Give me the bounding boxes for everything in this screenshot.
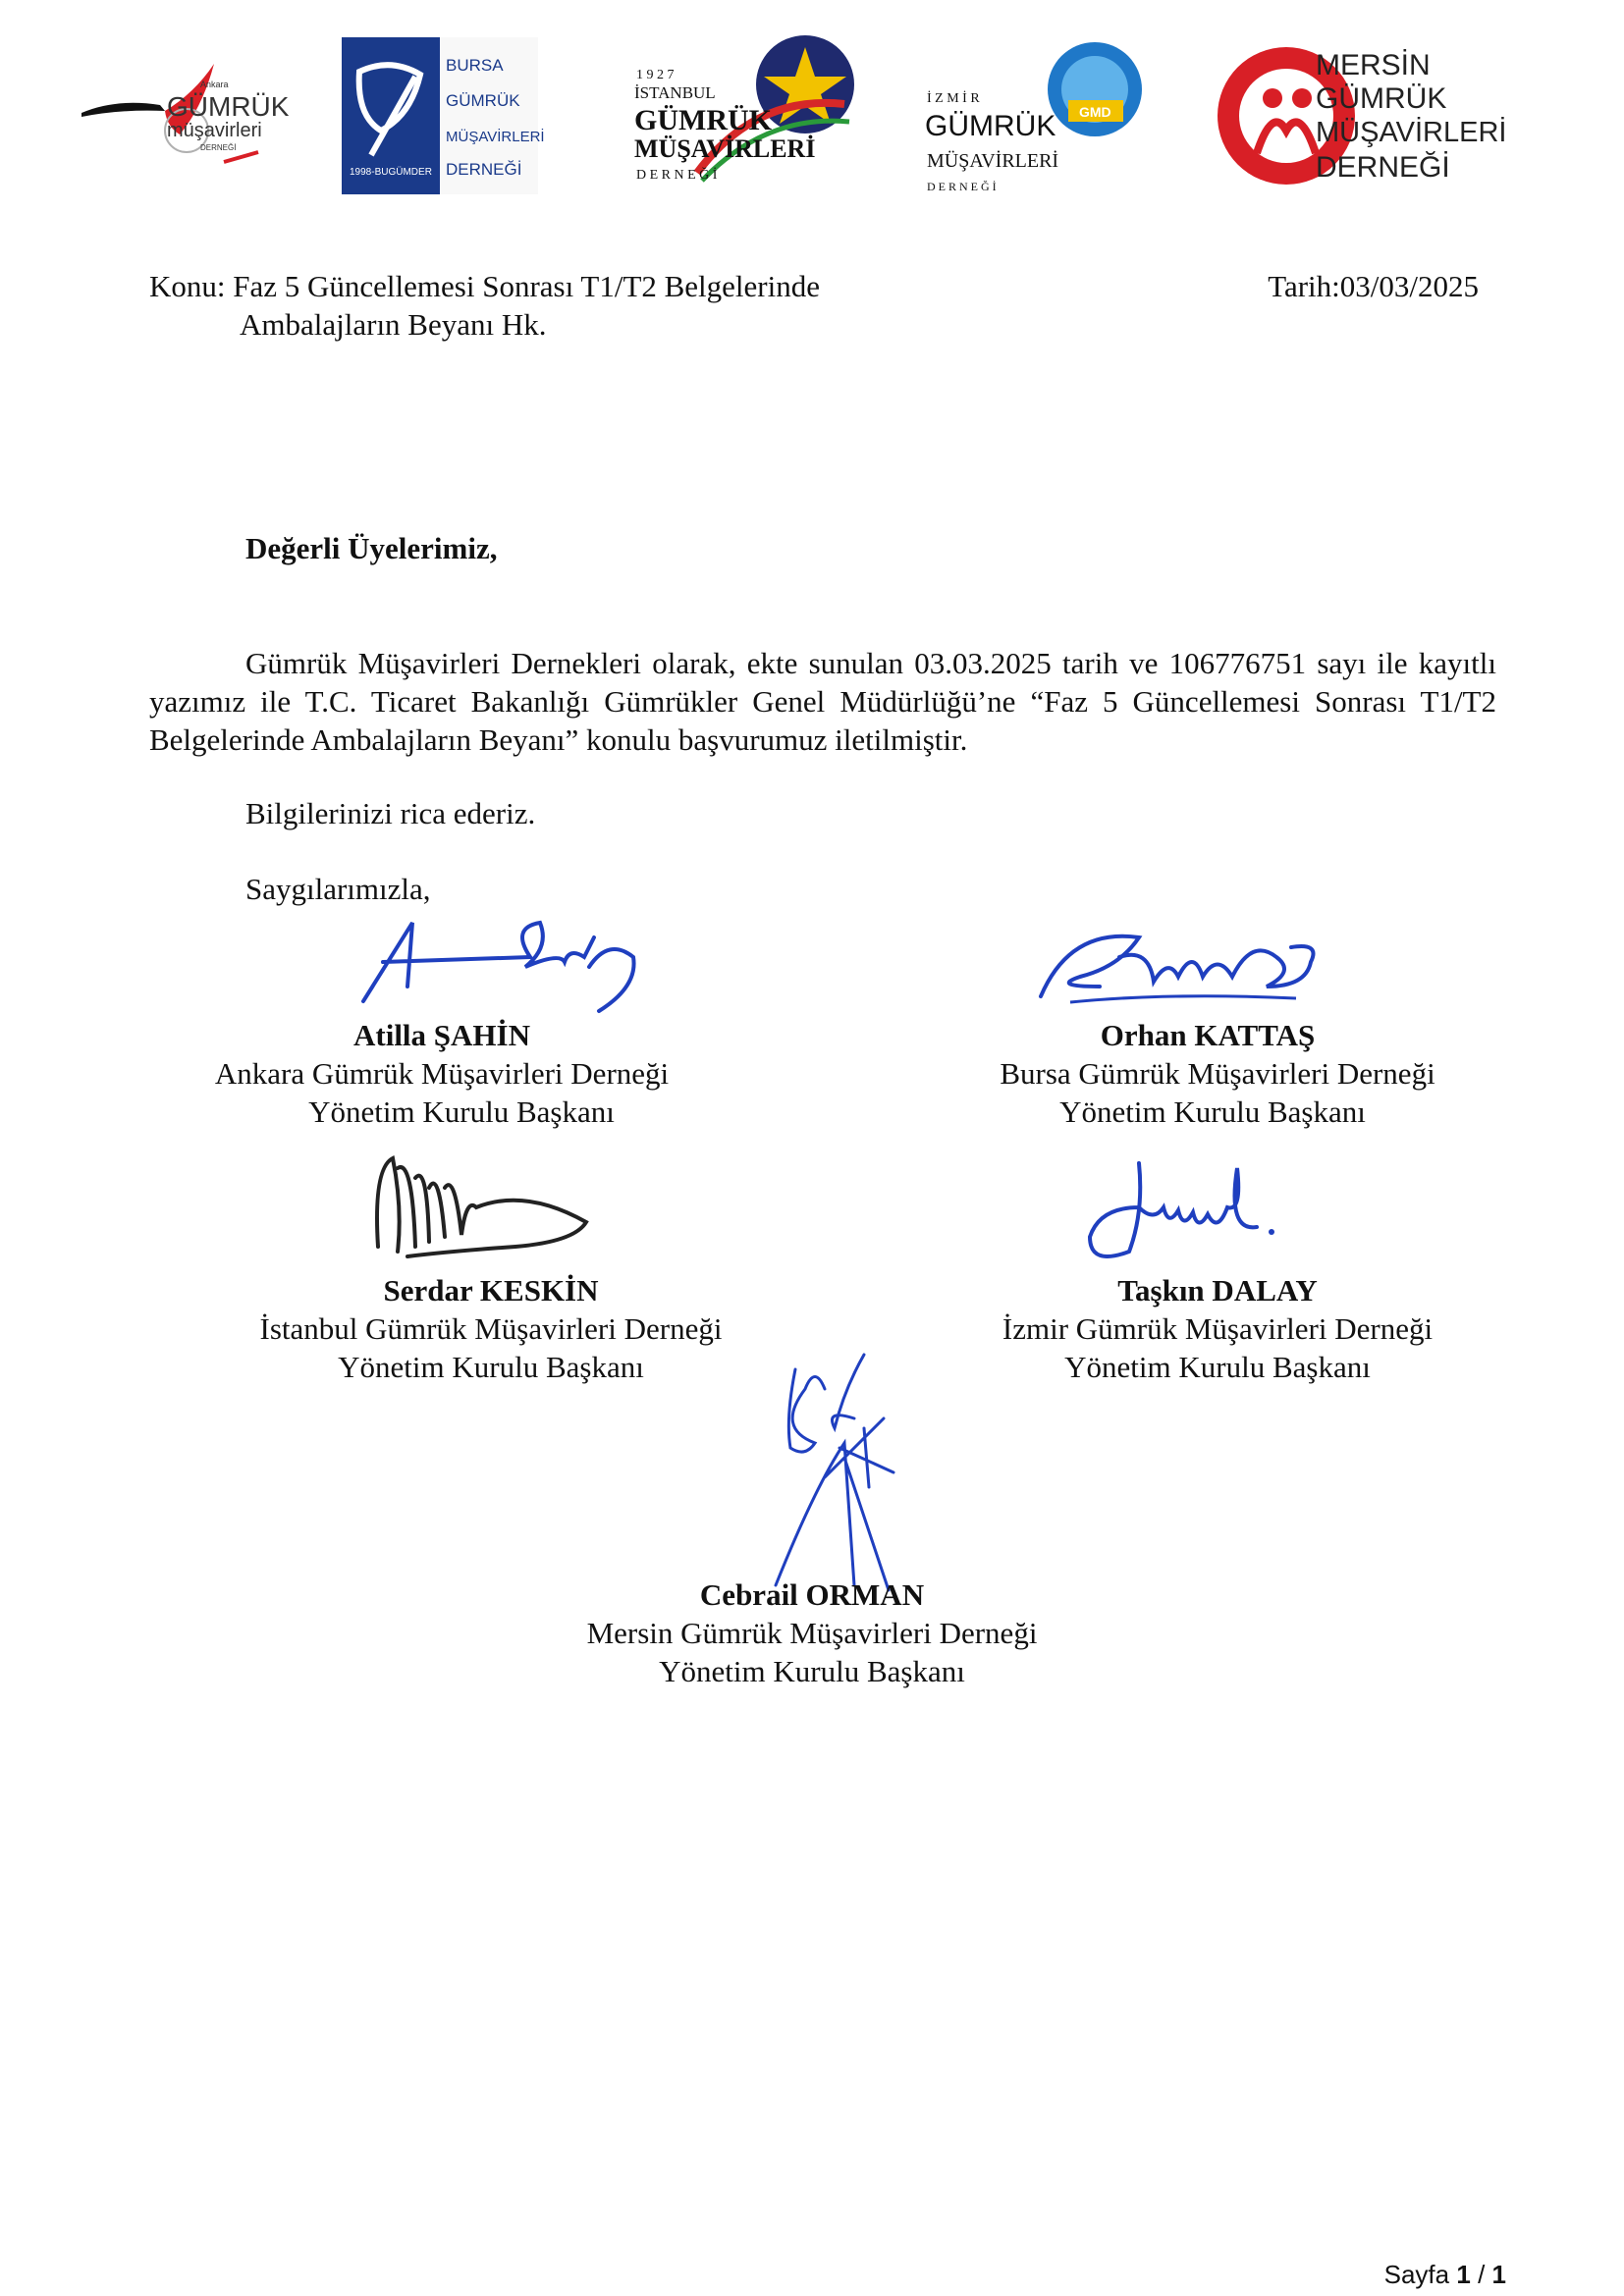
signatory-name: Serdar KESKİN (383, 1273, 599, 1308)
subject (149, 267, 935, 344)
document-date: Tarih:03/03/2025 (1268, 269, 1479, 303)
ankara-logo-text-2: GÜMRÜK (167, 91, 290, 122)
mersin-logo-text-3: MÜŞAVİRLERİ (1316, 117, 1507, 148)
signatory-title: Yönetim Kurulu Başkanı (338, 1350, 644, 1384)
mersin-logo-text-4: DERNEĞİ (1316, 151, 1450, 184)
signatory-name: Taşkın DALAY (1117, 1273, 1318, 1308)
signatory-block-4 (962, 1271, 1473, 1386)
body-paragraph-text: Gümrük Müşavirleri Dernekleri olarak, ekte sunulan 03.03.2025 tarih ve 106776751 sayı ile kayıtlı yazımız ile T.C. Ticaret Bakanlığı Gümrükler Genel Müdürlüğü’ne “Faz 5 Güncellemesi Sonrası T1/T2 Belgelerinde Ambalajların Beyanı” konulu başvurumuz iletilmiştir. (149, 646, 1496, 757)
signature-serdar-keskin (368, 1148, 604, 1266)
mersin-logo-text-1: MERSİN (1316, 49, 1431, 81)
signatory-title: Yönetim Kurulu Başkanı (1064, 1350, 1371, 1384)
signatory-block-5 (557, 1575, 1067, 1690)
signatory-block-1 (187, 1016, 697, 1131)
page-number (1384, 2260, 1506, 2290)
closing: Saygılarımızla, (245, 872, 431, 906)
subject-line-1: Konu: Faz 5 Güncellemesi Sonrası T1/T2 Belgelerinde (149, 269, 820, 303)
bursa-logo-text-3: MÜŞAVİRLERİ (446, 129, 545, 145)
signature-atilla-sahin (353, 908, 648, 1016)
istanbul-logo-text-4: MÜŞAVİRLERİ (634, 134, 816, 163)
signatory-title: Yönetim Kurulu Başkanı (308, 1095, 615, 1129)
page-total: 1 (1491, 2260, 1506, 2289)
signatory-org: Bursa Gümrük Müşavirleri Derneği (1000, 1056, 1435, 1091)
ankara-logo-text-4: DERNEĞİ (200, 143, 237, 152)
signatory-org: İzmir Gümrük Müşavirleri Derneği (1001, 1311, 1434, 1346)
signatory-block-3 (226, 1271, 756, 1386)
signature-cebrail-orman (746, 1350, 943, 1605)
istanbul-logo (628, 35, 864, 192)
bursa-logo-text-1: BURSA (446, 56, 504, 75)
signatory-name: Atilla ŞAHİN (353, 1018, 530, 1052)
mersin-logo (1218, 37, 1507, 194)
signatory-org: Ankara Gümrük Müşavirleri Derneği (214, 1056, 670, 1091)
signature-orhan-kattas (1031, 918, 1326, 1016)
page-separator: / (1478, 2260, 1486, 2289)
bursa-logo (342, 37, 545, 194)
signatory-org: İstanbul Gümrük Müşavirleri Derneği (259, 1311, 723, 1346)
izmir-logo-badge: GMD (1079, 104, 1111, 120)
signatory-name: Cebrail ORMAN (699, 1577, 925, 1612)
signatory-name: Orhan KATTAŞ (1100, 1018, 1316, 1052)
signatory-org: Mersin Gümrük Müşavirleri Derneği (586, 1616, 1038, 1650)
page-label: Sayfa (1383, 2260, 1450, 2289)
izmir-logo-text-3: MÜŞAVİRLERİ (927, 150, 1059, 172)
signature-taskin-dalay (1070, 1153, 1296, 1271)
izmir-logo (923, 35, 1149, 197)
ankara-logo-text-3: müşavirleri (167, 120, 262, 141)
istanbul-logo-text-5: D E R N E Ğ İ (636, 168, 718, 183)
greeting: Değerli Üyelerimiz, (245, 531, 498, 565)
bursa-logo-text-4: DERNEĞİ (446, 160, 522, 179)
izmir-logo-text-4: D E R N E Ğ İ (927, 180, 997, 193)
izmir-logo-text-2: GÜMRÜK (925, 110, 1056, 142)
signatory-title: Yönetim Kurulu Başkanı (1059, 1095, 1366, 1129)
signatory-block-2 (962, 1016, 1473, 1131)
izmir-logo-text-1: İ Z M İ R (927, 91, 980, 106)
signatory-title: Yönetim Kurulu Başkanı (659, 1654, 965, 1688)
bursa-logo-text-2: GÜMRÜK (446, 91, 520, 110)
mersin-logo-text-2: GÜMRÜK (1316, 82, 1447, 115)
bursa-logo-caption: 1998-BUGÜMDER (350, 167, 432, 178)
body-paragraph (149, 644, 1496, 759)
subject-line-2: Ambalajların Beyanı Hk. (240, 307, 547, 342)
body-paragraph-2: Bilgilerinizi rica ederiz. (245, 796, 536, 830)
ankara-logo (77, 54, 290, 172)
page-current: 1 (1456, 2260, 1471, 2289)
istanbul-logo-text-1: 1 9 2 7 (636, 68, 675, 82)
ankara-logo-text-1: Ankara (200, 80, 229, 89)
istanbul-logo-text-3: GÜMRÜK (634, 104, 772, 136)
istanbul-logo-text-2: İSTANBUL (634, 83, 716, 102)
